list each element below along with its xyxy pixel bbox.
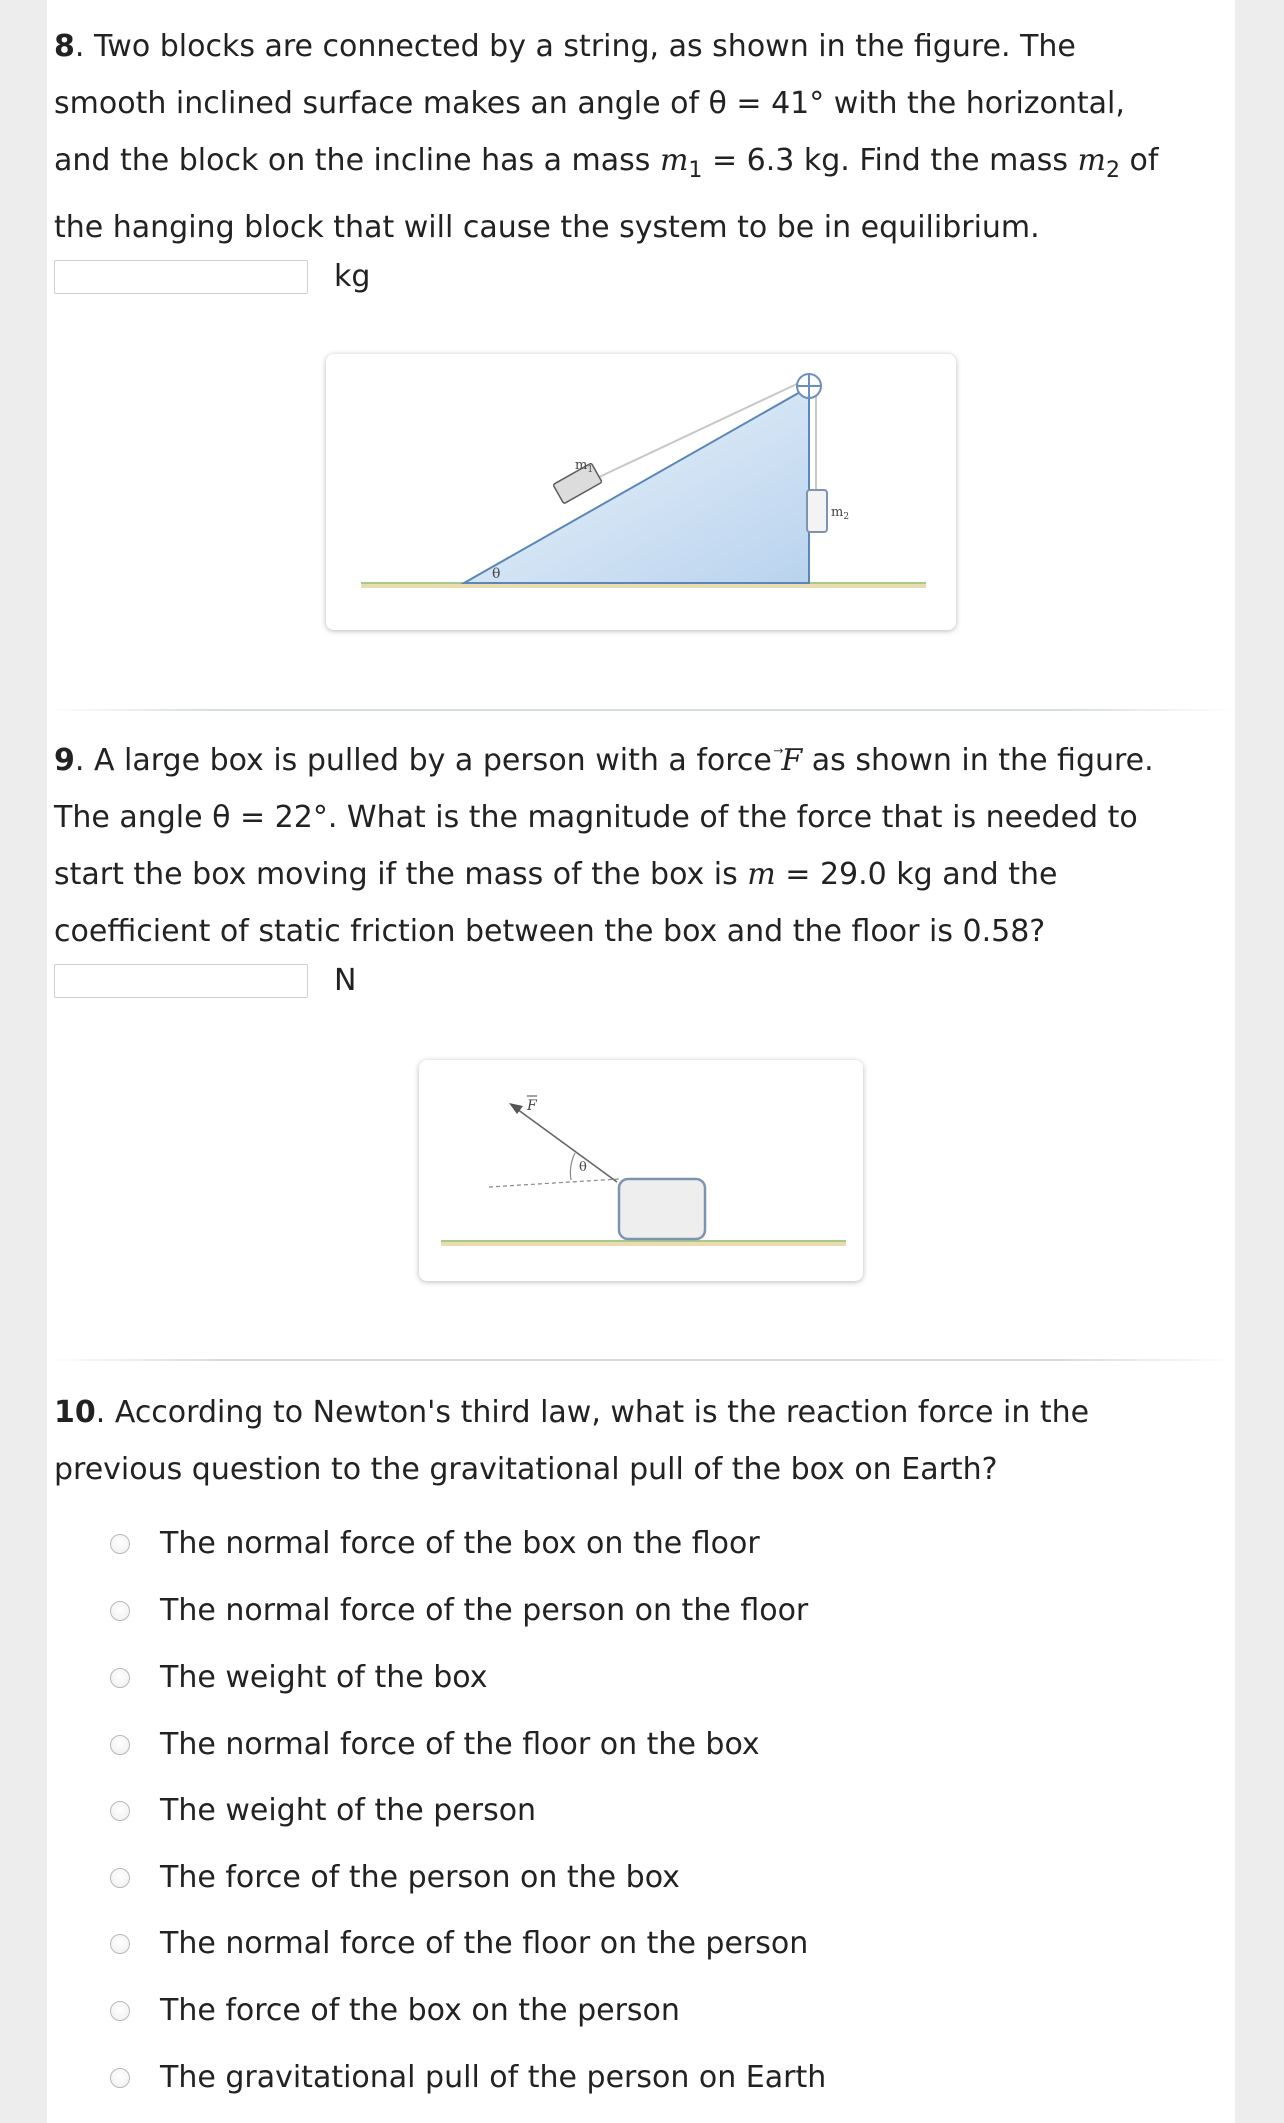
label-m2: $m_2$: [831, 505, 850, 522]
radio-button[interactable]: [110, 1735, 130, 1755]
option-1[interactable]: [110, 1522, 1010, 1566]
option-label: The normal force of the floor on the person: [160, 1926, 809, 1961]
m1-subscript: 1: [688, 158, 703, 183]
question-8-unit: kg: [334, 259, 371, 294]
question-9-line-3: start the box moving if the mass of the box is: [54, 857, 748, 892]
option-5[interactable]: [110, 1789, 1010, 1833]
question-8-text: [54, 18, 1229, 256]
option-label: The gravitational pull of the person on Earth: [160, 2060, 827, 2095]
pulley-icon: [797, 374, 821, 398]
option-3[interactable]: [110, 1656, 1010, 1700]
option-7[interactable]: [110, 1922, 1010, 1966]
divider-1: [47, 709, 1235, 711]
radio-button[interactable]: [110, 2068, 130, 2088]
box: [619, 1179, 705, 1239]
option-4[interactable]: [110, 1723, 1010, 1767]
label-force: F: [527, 1098, 537, 1114]
option-label: The force of the person on the box: [160, 1860, 680, 1895]
angle-arc: [570, 1153, 575, 1180]
option-2[interactable]: [110, 1589, 1010, 1633]
question-8-line-3: and the block on the incline has a mass: [54, 143, 660, 178]
question-9-unit: N: [334, 963, 357, 998]
question-8-line-2: smooth inclined surface makes an angle of θ = 41° with the horizontal,: [54, 86, 1125, 121]
horizontal-reference-line: [489, 1179, 619, 1187]
m1-variable: m: [659, 143, 689, 178]
question-9-line-1: . A large box is pulled by a person with a force: [74, 743, 782, 778]
radio-button[interactable]: [110, 1801, 130, 1821]
question-9-line-1-end: as shown in the figure.: [802, 743, 1154, 778]
incline-wedge: [464, 387, 809, 583]
question-8-line-3-mid: = 6.3 kg. Find the mass: [702, 143, 1078, 178]
radio-button[interactable]: [110, 1668, 130, 1688]
question-9-line-4: coefficient of static friction between the box and the floor is 0.58?: [54, 914, 1046, 949]
question-8-line-3-end: of: [1120, 143, 1159, 178]
option-label: The force of the box on the person: [160, 1993, 680, 2028]
radio-button[interactable]: [110, 1601, 130, 1621]
divider-2: [47, 1359, 1235, 1361]
question-9-line-2: The angle θ = 22°. What is the magnitude of the force that is needed to: [54, 800, 1138, 835]
pulled-box-figure: [419, 1060, 863, 1281]
question-8-answer-input[interactable]: [54, 260, 308, 294]
option-label: The normal force of the person on the floor: [160, 1593, 809, 1628]
question-9-answer-input[interactable]: [54, 964, 308, 998]
m2-subscript: 2: [1106, 158, 1120, 183]
force-vector-symbol: F: [781, 743, 803, 778]
radio-button[interactable]: [110, 2001, 130, 2021]
label-theta-incline: θ: [492, 566, 501, 582]
force-line: [517, 1109, 617, 1182]
question-8-number: 8: [54, 29, 75, 64]
question-10-line-1: . According to Newton's third law, what is the reaction force in the: [95, 1395, 1090, 1430]
block-m2: [807, 490, 827, 532]
radio-button[interactable]: [110, 1934, 130, 1954]
question-8-answer-row: [54, 256, 1229, 300]
radio-button[interactable]: [110, 1868, 130, 1888]
question-8: [54, 18, 1229, 300]
option-6[interactable]: [110, 1856, 1010, 1900]
question-9: [54, 732, 1229, 1004]
question-10-text: [54, 1384, 1229, 1498]
question-9-number: 9: [54, 743, 75, 778]
question-8-line-1: . Two blocks are connected by a string, as shown in the figure. The: [74, 29, 1076, 64]
question-9-line-3-end: = 29.0 kg and the: [775, 857, 1058, 892]
incline-pulley-figure: [326, 354, 956, 630]
pulled-box-diagram: [419, 1060, 863, 1281]
option-8[interactable]: [110, 1989, 1010, 2033]
label-m1: $m_1$: [575, 458, 594, 475]
question-10: [54, 1384, 1229, 1498]
option-label: The weight of the person: [160, 1793, 537, 1828]
question-10-number: 10: [54, 1395, 96, 1430]
m-variable: m: [747, 857, 776, 892]
question-9-answer-row: [54, 960, 1229, 1004]
m2-variable: m: [1077, 143, 1106, 178]
incline-pulley-diagram: [326, 354, 956, 630]
option-9[interactable]: [110, 2056, 1010, 2100]
option-label: The normal force of the floor on the box: [160, 1727, 760, 1762]
label-theta-box: θ: [579, 1160, 587, 1175]
option-label: The weight of the box: [160, 1660, 488, 1695]
radio-button[interactable]: [110, 1534, 130, 1554]
page: [47, 0, 1235, 2123]
option-label: The normal force of the box on the floor: [160, 1526, 760, 1561]
question-9-text: [54, 732, 1229, 960]
question-8-line-4: the hanging block that will cause the system to be in equilibrium.: [54, 210, 1040, 245]
question-10-line-2: previous question to the gravitational pull of the box on Earth?: [54, 1452, 998, 1487]
